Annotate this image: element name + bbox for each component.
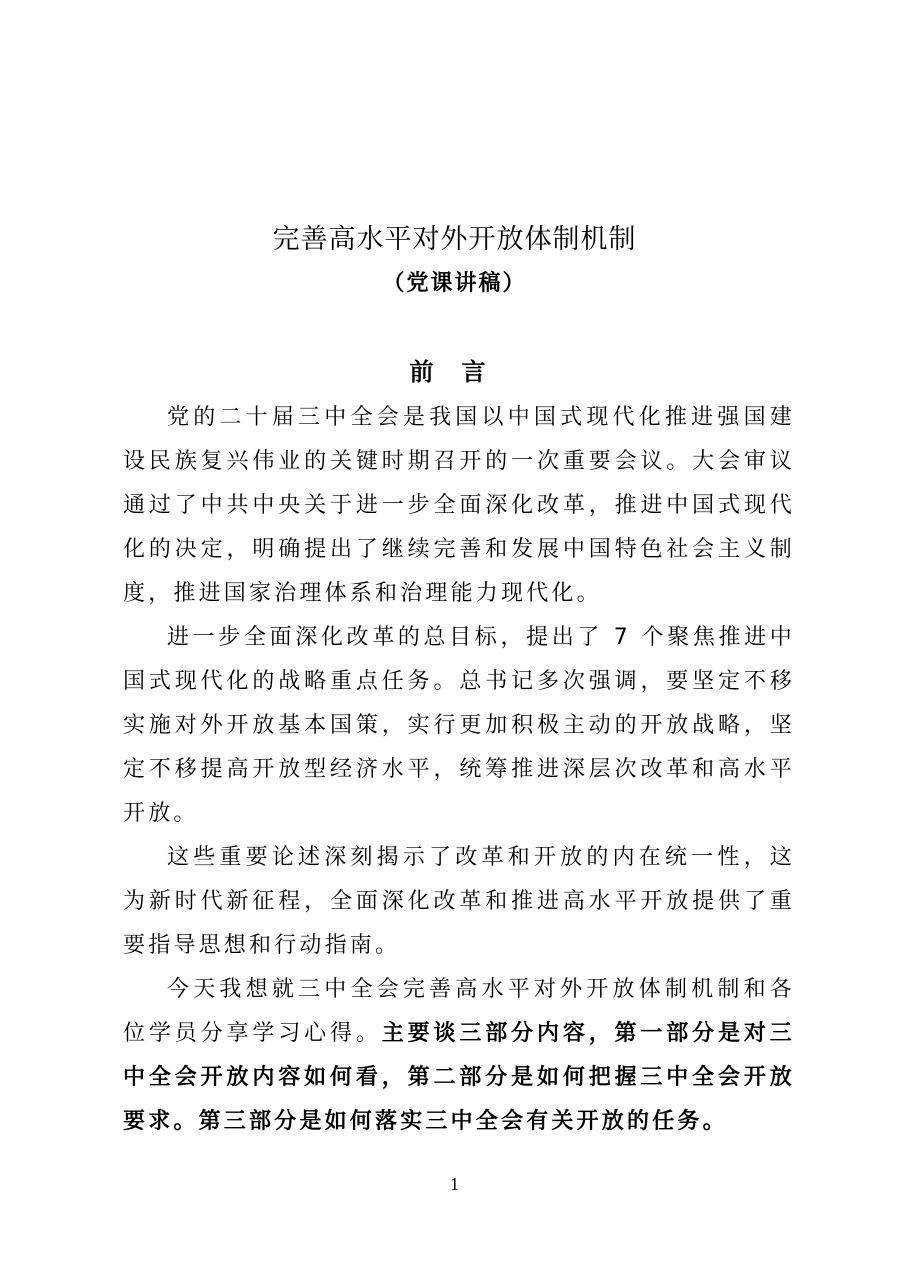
paragraph-3: 这些重要论述深刻揭示了改革和开放的内在统一性，这为新时代新征程，全面深化改革和推进高水平开放提供了重要指导思想和行动指南。: [123, 845, 795, 958]
paragraph-4-text: 今天我想就三中全会完善高水平对外开放体制机制和各位学员分享学习心得。: [123, 977, 795, 1046]
document-body: [123, 396, 795, 1144]
document-subtitle: （党课讲稿）: [382, 271, 527, 296]
paragraph-4: [123, 968, 795, 1144]
paragraph-4-bold-text: 主要谈三部分内容，第一部分是对三中全会开放内容如何看，第二部分是如何把握三中全会开放要求。第三部分是如何落实三中全会有关开放的任务。: [123, 1021, 795, 1134]
page-number: 1: [450, 1174, 459, 1194]
paragraph-2: 进一步全面深化改革的总目标，提出了 7 个聚焦推进中国式现代化的战略重点任务。总书记多次强调，要坚定不移实施对外开放基本国策，实行更加积极主动的开放战略，坚定不移提高开放型经济水平，统筹推进深层次改革和高水平开放。: [123, 625, 795, 826]
paragraph-1: 党的二十届三中全会是我国以中国式现代化推进强国建设民族复兴伟业的关键时期召开的一次重要会议。大会审议通过了中共中央关于进一步全面深化改革，推进中国式现代化的决定，明确提出了继续完善和发展中国特色社会主义制度，推进国家治理体系和治理能力现代化。: [123, 405, 795, 606]
section-heading: 前言: [409, 358, 514, 386]
document-title: 完善高水平对外开放体制机制: [272, 224, 637, 255]
